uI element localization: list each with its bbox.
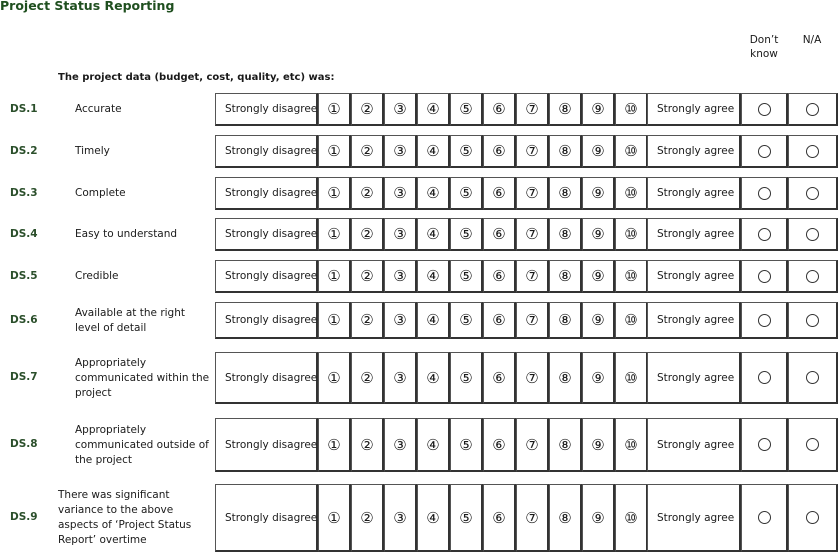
dont-know-radio[interactable]: [741, 260, 788, 293]
radio-circle[interactable]: [806, 371, 819, 384]
rating-option-10[interactable]: ⑩: [615, 260, 648, 293]
rating-option-3[interactable]: ③: [384, 177, 417, 210]
rating-option-2[interactable]: ②: [351, 352, 384, 404]
rating-option-2[interactable]: ②: [351, 177, 384, 210]
scale-left-label: Strongly disagree: [215, 484, 318, 552]
scale-left-label: Strongly disagree: [215, 177, 318, 210]
rating-option-1[interactable]: ①: [318, 93, 351, 126]
rating-option-8[interactable]: ⑧: [549, 418, 582, 472]
question-code: DS.4: [10, 227, 38, 240]
radio-circle[interactable]: [758, 438, 771, 451]
rating-option-1[interactable]: ①: [318, 484, 351, 552]
scale-left-label: Strongly disagree: [215, 418, 318, 472]
radio-circle[interactable]: [758, 145, 771, 158]
question-text: Available at the right level of detail: [75, 306, 185, 334]
question-code: DS.3: [10, 186, 38, 199]
rating-option-4[interactable]: ④: [417, 260, 450, 293]
rating-option-6[interactable]: ⑥: [483, 135, 516, 168]
rating-option-2[interactable]: ②: [351, 218, 384, 251]
rating-option-6[interactable]: ⑥: [483, 302, 516, 339]
rating-option-10[interactable]: ⑩: [615, 218, 648, 251]
rating-option-9[interactable]: ⑨: [582, 260, 615, 293]
rating-option-1[interactable]: ①: [318, 135, 351, 168]
rating-option-9[interactable]: ⑨: [582, 484, 615, 552]
na-radio[interactable]: [788, 93, 838, 126]
rating-option-6[interactable]: ⑥: [483, 418, 516, 472]
radio-circle[interactable]: [758, 103, 771, 116]
rating-option-4[interactable]: ④: [417, 352, 450, 404]
rating-option-3[interactable]: ③: [384, 352, 417, 404]
rating-option-7[interactable]: ⑦: [516, 352, 549, 404]
rating-option-3[interactable]: ③: [384, 218, 417, 251]
rating-option-5[interactable]: ⑤: [450, 177, 483, 210]
na-radio[interactable]: [788, 260, 838, 293]
rating-option-8[interactable]: ⑧: [549, 484, 582, 552]
scale-right-label: Strongly agree: [647, 218, 741, 251]
na-radio[interactable]: [788, 218, 838, 251]
rating-option-9[interactable]: ⑨: [582, 418, 615, 472]
scale-right-label: Strongly agree: [647, 93, 741, 126]
dont-know-radio[interactable]: [741, 302, 788, 339]
radio-circle[interactable]: [806, 511, 819, 524]
rating-option-1[interactable]: ①: [318, 260, 351, 293]
question-text: Easy to understand: [75, 228, 178, 240]
radio-circle[interactable]: [806, 145, 819, 158]
dont-know-radio[interactable]: [741, 135, 788, 168]
rating-option-10[interactable]: ⑩: [615, 418, 648, 472]
radio-circle[interactable]: [806, 187, 819, 200]
question-text: Credible: [75, 270, 119, 282]
question-text: Complete: [75, 187, 126, 199]
question-text: There was significant variance to the above aspects of ‘Project Status Report’ overtime: [58, 489, 192, 546]
question-code: DS.6: [10, 313, 38, 326]
scale-right-label: Strongly agree: [647, 302, 741, 339]
question-code: DS.5: [10, 269, 38, 282]
dont-know-radio[interactable]: [741, 177, 788, 210]
rating-option-9[interactable]: ⑨: [582, 352, 615, 404]
rating-option-2[interactable]: ②: [351, 484, 384, 552]
question-intro: The project data (budget, cost, quality, etc) was:: [58, 72, 335, 83]
rating-option-7[interactable]: ⑦: [516, 93, 549, 126]
question-row: [0, 177, 838, 210]
rating-option-6[interactable]: ⑥: [483, 352, 516, 404]
rating-option-8[interactable]: ⑧: [549, 302, 582, 339]
rating-option-9[interactable]: ⑨: [582, 135, 615, 168]
radio-circle[interactable]: [806, 103, 819, 116]
scale-left-label: Strongly disagree: [215, 135, 318, 168]
rating-option-7[interactable]: ⑦: [516, 260, 549, 293]
na-radio[interactable]: [788, 352, 838, 404]
radio-circle[interactable]: [758, 314, 771, 327]
question-row: [0, 352, 838, 404]
rating-option-4[interactable]: ④: [417, 177, 450, 210]
rating-option-4[interactable]: ④: [417, 302, 450, 339]
dont-know-radio[interactable]: [741, 93, 788, 126]
radio-circle[interactable]: [758, 270, 771, 283]
na-radio[interactable]: [788, 418, 838, 472]
rating-option-2[interactable]: ②: [351, 93, 384, 126]
rating-option-9[interactable]: ⑨: [582, 302, 615, 339]
rating-option-8[interactable]: ⑧: [549, 93, 582, 126]
scale-right-label: Strongly agree: [647, 260, 741, 293]
rating-option-9[interactable]: ⑨: [582, 218, 615, 251]
rating-option-8[interactable]: ⑧: [549, 260, 582, 293]
rating-option-4[interactable]: ④: [417, 484, 450, 552]
rating-option-8[interactable]: ⑧: [549, 135, 582, 168]
question-row: [0, 418, 838, 472]
rating-option-10[interactable]: ⑩: [615, 93, 648, 126]
na-radio[interactable]: [788, 135, 838, 168]
rating-option-6[interactable]: ⑥: [483, 484, 516, 552]
rating-option-9[interactable]: ⑨: [582, 177, 615, 210]
na-header: N/A: [802, 34, 822, 46]
radio-circle[interactable]: [806, 270, 819, 283]
question-code: DS.2: [10, 144, 38, 157]
radio-circle[interactable]: [758, 371, 771, 384]
rating-option-7[interactable]: ⑦: [516, 218, 549, 251]
question-row: [0, 218, 838, 251]
scale-right-label: Strongly agree: [647, 418, 741, 472]
question-text: Appropriately communicated outside of the project: [75, 423, 209, 466]
question-row: [0, 302, 838, 339]
rating-option-1[interactable]: ①: [318, 352, 351, 404]
rating-option-5[interactable]: ⑤: [450, 93, 483, 126]
rating-option-6[interactable]: ⑥: [483, 260, 516, 293]
dont-know-radio[interactable]: [741, 352, 788, 404]
scale-right-label: Strongly agree: [647, 135, 741, 168]
rating-option-10[interactable]: ⑩: [615, 352, 648, 404]
question-row: [0, 260, 838, 293]
rating-option-1[interactable]: ①: [318, 302, 351, 339]
rating-option-5[interactable]: ⑤: [450, 352, 483, 404]
rating-option-8[interactable]: ⑧: [549, 177, 582, 210]
question-text: Timely: [75, 145, 110, 157]
rating-option-2[interactable]: ②: [351, 260, 384, 293]
question-row: [0, 93, 838, 126]
rating-option-2[interactable]: ②: [351, 418, 384, 472]
rating-option-10[interactable]: ⑩: [615, 177, 648, 210]
dont-know-radio[interactable]: [741, 484, 788, 552]
rating-option-5[interactable]: ⑤: [450, 302, 483, 339]
question-code: DS.1: [10, 102, 38, 115]
rating-option-7[interactable]: ⑦: [516, 177, 549, 210]
scale-right-label: Strongly agree: [647, 352, 741, 404]
question-code: DS.9: [10, 511, 38, 523]
dont-know-radio[interactable]: [741, 418, 788, 472]
rating-option-7[interactable]: ⑦: [516, 135, 549, 168]
question-text: Accurate: [75, 103, 122, 115]
rating-option-3[interactable]: ③: [384, 93, 417, 126]
rating-option-5[interactable]: ⑤: [450, 260, 483, 293]
scale-right-label: Strongly agree: [647, 177, 741, 210]
page-title: Project Status Reporting: [0, 0, 175, 13]
rating-option-7[interactable]: ⑦: [516, 302, 549, 339]
rating-option-3[interactable]: ③: [384, 418, 417, 472]
question-code: DS.7: [10, 371, 38, 383]
rating-option-7[interactable]: ⑦: [516, 484, 549, 552]
rating-option-5[interactable]: ⑤: [450, 418, 483, 472]
rating-option-5[interactable]: ⑤: [450, 218, 483, 251]
rating-option-8[interactable]: ⑧: [549, 218, 582, 251]
rating-option-5[interactable]: ⑤: [450, 135, 483, 168]
rating-option-5[interactable]: ⑤: [450, 484, 483, 552]
rating-option-1[interactable]: ①: [318, 177, 351, 210]
rating-option-3[interactable]: ③: [384, 260, 417, 293]
rating-option-10[interactable]: ⑩: [615, 484, 648, 552]
rating-option-7[interactable]: ⑦: [516, 418, 549, 472]
question-row: [0, 135, 838, 168]
rating-option-9[interactable]: ⑨: [582, 93, 615, 126]
rating-option-3[interactable]: ③: [384, 484, 417, 552]
radio-circle[interactable]: [806, 228, 819, 241]
radio-circle[interactable]: [806, 438, 819, 451]
rating-option-6[interactable]: ⑥: [483, 93, 516, 126]
rating-option-2[interactable]: ②: [351, 135, 384, 168]
scale-right-label: Strongly agree: [647, 484, 741, 552]
question-row: [0, 484, 838, 552]
radio-circle[interactable]: [806, 314, 819, 327]
rating-option-2[interactable]: ②: [351, 302, 384, 339]
scale-left-label: Strongly disagree: [215, 218, 318, 251]
rating-option-6[interactable]: ⑥: [483, 218, 516, 251]
rating-option-4[interactable]: ④: [417, 218, 450, 251]
rating-option-6[interactable]: ⑥: [483, 177, 516, 210]
scale-left-label: Strongly disagree: [215, 260, 318, 293]
rating-option-4[interactable]: ④: [417, 135, 450, 168]
dont-know-radio[interactable]: [741, 218, 788, 251]
rating-option-10[interactable]: ⑩: [615, 135, 648, 168]
radio-circle[interactable]: [758, 511, 771, 524]
radio-circle[interactable]: [758, 187, 771, 200]
na-radio[interactable]: [788, 302, 838, 339]
rating-option-10[interactable]: ⑩: [615, 302, 648, 339]
question-text: Appropriately communicated within the project: [75, 356, 210, 399]
scale-left-label: Strongly disagree: [215, 302, 318, 339]
rating-option-4[interactable]: ④: [417, 418, 450, 472]
na-radio[interactable]: [788, 484, 838, 552]
question-code: DS.8: [10, 438, 38, 450]
rating-option-3[interactable]: ③: [384, 135, 417, 168]
scale-left-label: Strongly disagree: [215, 352, 318, 404]
rating-option-4[interactable]: ④: [417, 93, 450, 126]
na-radio[interactable]: [788, 177, 838, 210]
rating-option-3[interactable]: ③: [384, 302, 417, 339]
rating-option-1[interactable]: ①: [318, 218, 351, 251]
rating-option-1[interactable]: ①: [318, 418, 351, 472]
rating-option-8[interactable]: ⑧: [549, 352, 582, 404]
dont-know-header: Don’t know: [749, 34, 779, 60]
scale-left-label: Strongly disagree: [215, 93, 318, 126]
radio-circle[interactable]: [758, 228, 771, 241]
